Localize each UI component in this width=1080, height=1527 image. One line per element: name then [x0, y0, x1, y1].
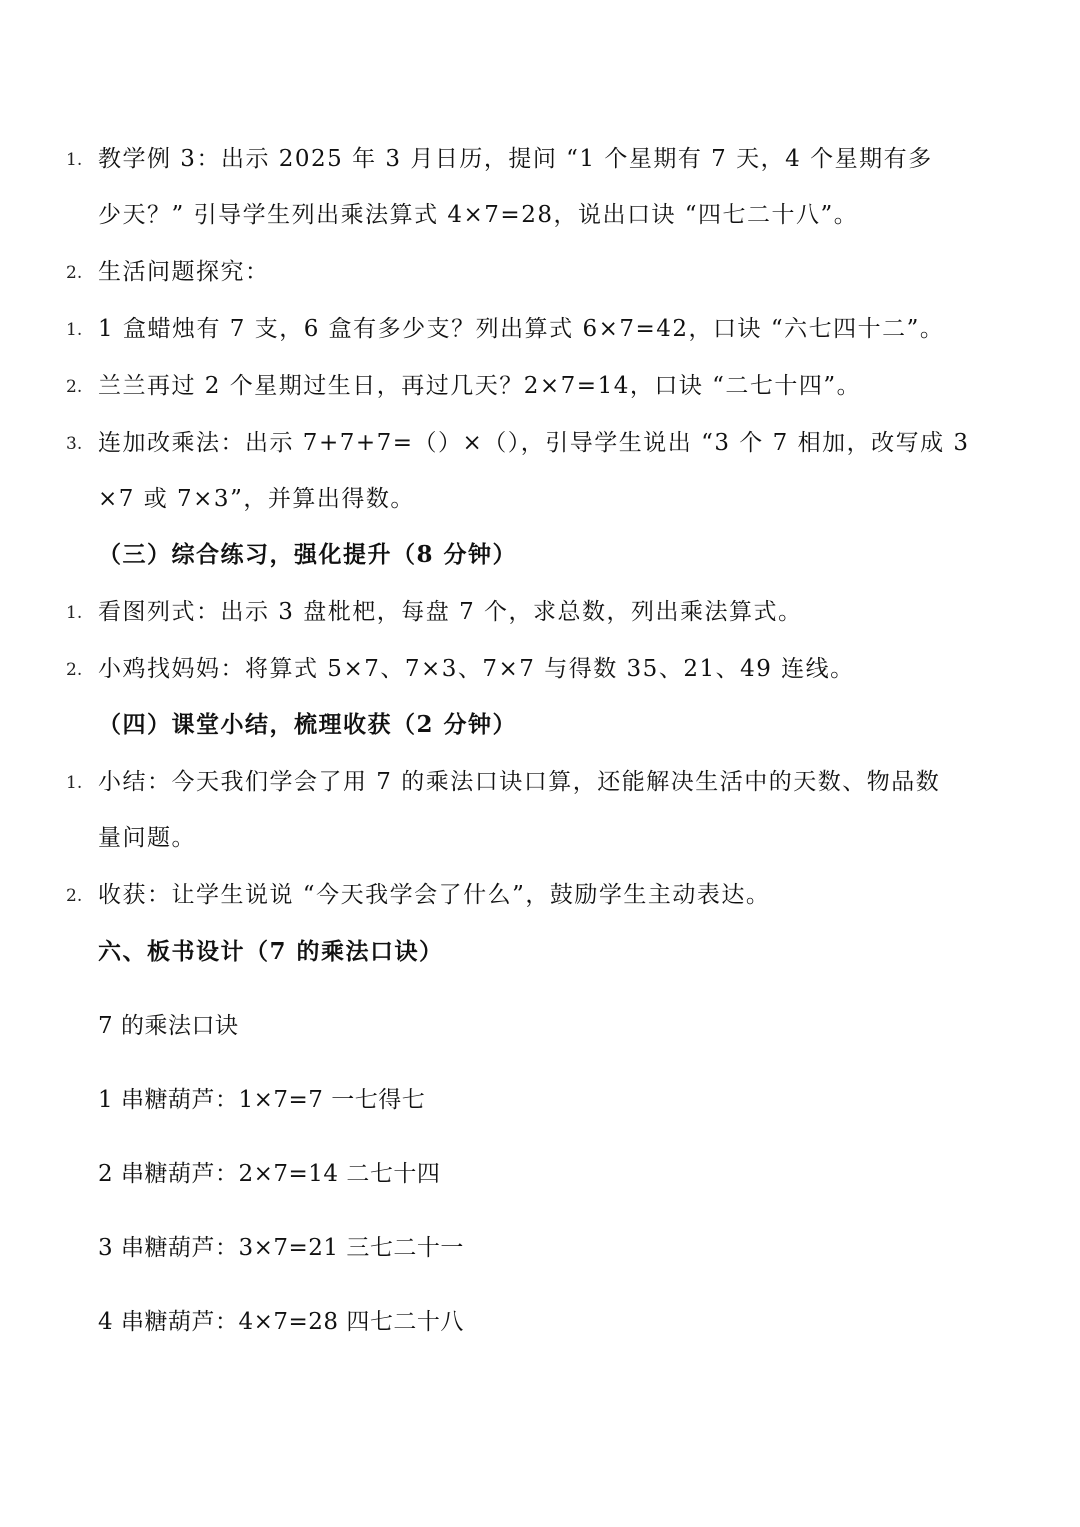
- list-item-text: 看图列式：出示 3 盘枇杷，每盘 7 个，求总数，列出乘法算式。: [98, 599, 803, 625]
- list-item-text: 收获：让学生说说 “今天我学会了什么”，鼓励学生主动表达。: [98, 882, 771, 908]
- list-number: 2.: [66, 263, 83, 283]
- list-number: 1.: [66, 773, 83, 793]
- list-item-text: 生活问题探究：: [98, 259, 270, 285]
- section-heading: （三）综合练习，强化提升（8 分钟）: [98, 541, 518, 568]
- board-title: 7 的乘法口诀: [98, 1013, 239, 1039]
- list-item-text: 1 盒蜡烛有 7 支，6 盒有多少支？列出算式 6×7=42，口诀 “六七四十二”。: [98, 316, 945, 342]
- list-number: 1.: [66, 150, 83, 170]
- list-number: 2.: [66, 886, 83, 906]
- list-number: 3.: [66, 434, 83, 454]
- list-number: 2.: [66, 377, 83, 397]
- board-row: 2 串糖葫芦：2×7=14 二七十四: [98, 1161, 441, 1187]
- section-heading: 六、板书设计（7 的乘法口诀）: [98, 938, 444, 965]
- list-item-text: 连加改乘法：出示 7+7+7=（）×（），引导学生说出 “3 个 7 相加，改写成 3: [98, 430, 970, 456]
- list-item-text: 少天？” 引导学生列出乘法算式 4×7=28，说出口诀 “四七二十八”。: [98, 202, 859, 228]
- list-number: 2.: [66, 660, 83, 680]
- list-number: 1.: [66, 320, 83, 340]
- list-item-text: 兰兰再过 2 个星期过生日，再过几天？2×7=14，口诀 “二七十四”。: [98, 373, 862, 399]
- list-item-text: 小鸡找妈妈：将算式 5×7、7×3、7×7 与得数 35、21、49 连线。: [98, 656, 855, 682]
- list-number: 1.: [66, 603, 83, 623]
- list-item-text: 量问题。: [98, 825, 196, 851]
- list-item-text: 教学例 3：出示 2025 年 3 月日历，提问 “1 个星期有 7 天，4 个星期有多: [98, 146, 933, 172]
- list-item-text: 小结：今天我们学会了用 7 的乘法口诀口算，还能解决生活中的天数、物品数: [98, 769, 941, 795]
- section-heading: （四）课堂小结，梳理收获（2 分钟）: [98, 711, 518, 738]
- board-row: 3 串糖葫芦：3×7=21 三七二十一: [98, 1235, 464, 1261]
- board-row: 4 串糖葫芦：4×7=28 四七二十八: [98, 1309, 464, 1335]
- list-item-text: ×7 或 7×3”，并算出得数。: [98, 486, 415, 512]
- board-row: 1 串糖葫芦：1×7=7 一七得七: [98, 1087, 426, 1113]
